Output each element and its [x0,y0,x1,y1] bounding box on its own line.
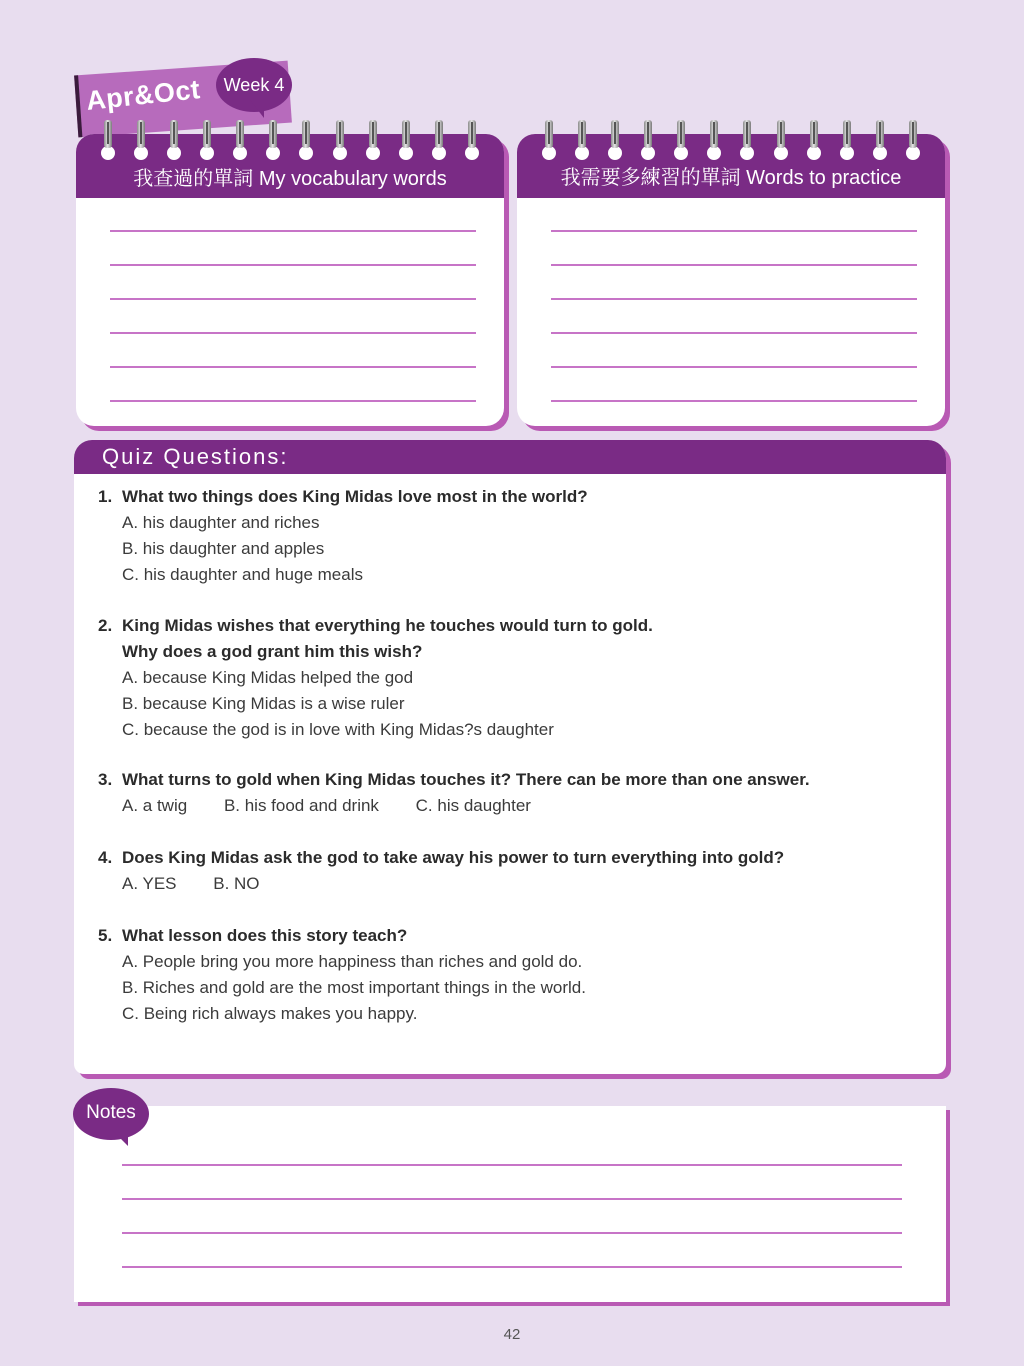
writing-line[interactable] [110,230,476,232]
answer-options-row [98,793,810,819]
writing-line[interactable] [110,298,476,300]
spiral-ring [839,120,855,160]
writing-line[interactable] [110,264,476,266]
notes-bubble-tail [112,1130,128,1146]
answer-option[interactable]: B. his food and drink [223,796,379,815]
spiral-ring [640,120,656,160]
writing-line[interactable] [551,366,917,368]
question-stem: 1. What two things does King Midas love most in the world? [98,487,588,506]
answer-option[interactable]: B. Riches and gold are the most important things in the world. [122,978,586,997]
writing-line[interactable] [551,298,917,300]
question-2 [98,613,653,743]
notes-label: Notes [73,1088,149,1140]
writing-line[interactable] [110,366,476,368]
spiral-ring [398,120,414,160]
spiral-ring [332,120,348,160]
spiral-ring [607,120,623,160]
week-badge: Week 4 [216,58,292,112]
writing-line[interactable] [122,1198,902,1200]
writing-line[interactable] [110,400,476,402]
notes-box [74,1106,946,1302]
question-4 [98,845,784,897]
spiral-ring [166,120,182,160]
answer-option[interactable]: B. his daughter and apples [122,539,325,558]
spiral-ring [199,120,215,160]
spiral-ring [100,120,116,160]
writing-line[interactable] [122,1164,902,1166]
spiral-ring [464,120,480,160]
spiral-ring [905,120,921,160]
question-stem: 3. What turns to gold when King Midas touches it? There can be more than one answer. [98,770,810,789]
spiral-ring [541,120,557,160]
answer-option[interactable]: C. Being rich always makes you happy. [122,1004,418,1023]
answer-option[interactable]: C. his daughter and huge meals [122,565,363,584]
answer-option[interactable]: A. People bring you more happiness than riches and gold do. [122,952,583,971]
answer-options-row [98,871,784,897]
question-1 [98,484,588,588]
spiral-ring [739,120,755,160]
spiral-ring [365,120,381,160]
answer-option[interactable]: A. a twig [122,796,188,815]
page-number: 42 [503,1326,521,1343]
spiral-ring [265,120,281,160]
answer-option[interactable]: C. because the god is in love with King Midas?s daughter [122,720,554,739]
spiral-ring [773,120,789,160]
practice-card-title: 我需要多練習的單詞 Words to practice [517,134,945,198]
answer-option[interactable]: B. NO [213,874,260,893]
spiral-ring [133,120,149,160]
question-stem: 4. Does King Midas ask the god to take away his power to turn everything into gold? [98,848,785,867]
quiz-title: Quiz Questions: [74,440,946,474]
answer-option[interactable]: C. his daughter [415,796,531,815]
answer-option[interactable]: B. because King Midas is a wise ruler [122,694,405,713]
spiral-ring [806,120,822,160]
question-3 [98,767,810,819]
spiral-ring [431,120,447,160]
writing-line[interactable] [551,400,917,402]
spiral-ring [574,120,590,160]
question-stem: 2. King Midas wishes that everything he touches would turn to gold. [98,616,653,635]
question-5 [98,923,586,1027]
quiz-section [74,440,946,1074]
writing-line[interactable] [122,1232,902,1234]
writing-line[interactable] [551,230,917,232]
writing-line[interactable] [122,1266,902,1268]
practice-card [517,134,945,426]
vocabulary-card-title: 我查過的單詞 My vocabulary words [76,134,504,198]
answer-option[interactable]: A. YES [122,874,177,893]
practice-spiral-rings [541,120,921,160]
answer-option[interactable]: A. because King Midas helped the god [122,668,414,687]
question-stem-line-2: Why does a god grant him this wish? [122,642,423,661]
month-label: Apr&Oct [84,74,202,116]
spiral-ring [673,120,689,160]
spiral-ring [232,120,248,160]
week-badge-tail [250,100,264,118]
writing-line[interactable] [551,264,917,266]
writing-line[interactable] [551,332,917,334]
spiral-ring [872,120,888,160]
question-stem: 5. What lesson does this story teach? [98,926,408,945]
spiral-ring [298,120,314,160]
writing-line[interactable] [110,332,476,334]
vocabulary-spiral-rings [100,120,480,160]
answer-option[interactable]: A. his daughter and riches [122,513,320,532]
spiral-ring [706,120,722,160]
vocabulary-card [76,134,504,426]
